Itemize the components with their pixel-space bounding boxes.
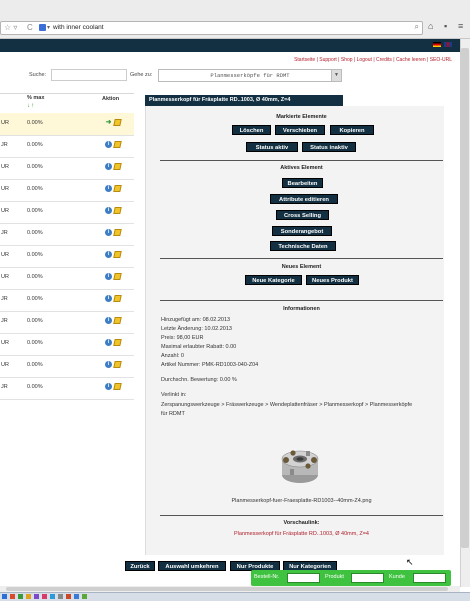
customer-label: Kunde [389, 574, 405, 580]
google-search-icon [39, 24, 46, 31]
link-logout[interactable]: Logout [356, 57, 372, 63]
app-icon[interactable] [42, 594, 47, 599]
dropdown-arrow-icon: ▾ [47, 25, 51, 31]
table-row[interactable] [0, 157, 134, 180]
vertical-scrollbar-thumb[interactable] [461, 48, 469, 548]
table-row[interactable] [0, 245, 134, 268]
row-currency: JR [1, 296, 8, 302]
marked-elements-title: Markierte Elemente [276, 114, 327, 120]
table-row[interactable] [0, 311, 134, 334]
row-pct-max: 0.00% [27, 362, 43, 368]
technical-data-button[interactable]: Technische Daten [270, 241, 336, 251]
new-product-button[interactable]: Neues Produkt [306, 275, 359, 285]
status-active-button[interactable]: Status aktiv [246, 142, 298, 152]
info-category-path: Zerspanungswerkzeuge > Fräswerkzeuge > Wendeplattenfräser > Planmesserkopf > Planmesserköpfe [161, 402, 413, 408]
chevron-down-icon: ▼ [331, 70, 341, 81]
edit-pencil-icon[interactable] [113, 383, 121, 390]
row-currency: UR [1, 252, 9, 258]
info-rating: Durchschn. Bewertung: 0.00 % [161, 377, 237, 383]
invert-selection-button[interactable]: Auswahl umkehren [158, 561, 226, 571]
link-shop[interactable]: Shop [340, 57, 353, 63]
product-input[interactable] [351, 573, 384, 583]
info-icon[interactable]: i [105, 295, 112, 302]
address-bar[interactable] [0, 21, 423, 35]
row-pct-max: 0.00% [27, 230, 43, 236]
new-element-title: Neues Element [281, 264, 322, 270]
info-icon[interactable]: i [105, 251, 112, 258]
row-pct-max: 0.00% [27, 142, 43, 148]
image-filename: Planmesserkopf-fuer-Fraesplatte-RD1003--40mm-Z4.png [231, 498, 372, 504]
link-startseite[interactable]: Startseite [294, 57, 316, 63]
cross-selling-button[interactable]: Cross Selling [276, 210, 329, 220]
row-pct-max: 0.00% [27, 384, 43, 390]
info-icon[interactable]: i [105, 141, 112, 148]
table-row[interactable] [0, 135, 134, 158]
only-categories-button[interactable]: Nur Kategorien [283, 561, 337, 571]
search-label: Suche: [29, 72, 47, 78]
column-header-action: Aktion [102, 96, 120, 102]
info-icon[interactable]: i [105, 185, 112, 192]
row-pct-max: 0.00% [27, 164, 43, 170]
info-article-number: Artikel Nummer: PMK-RD1003-040-Z04 [161, 362, 259, 368]
info-price: Preis: 98,00 EUR [161, 335, 204, 341]
edit-pencil-icon[interactable] [113, 273, 121, 280]
face-mill-icon [278, 443, 322, 485]
edit-pencil-icon[interactable] [113, 229, 121, 236]
row-currency: JR [1, 230, 8, 236]
link-support[interactable]: Support [319, 57, 337, 63]
info-icon[interactable]: i [105, 339, 112, 346]
quick-search-bar [251, 570, 451, 586]
delete-button[interactable]: Löschen [232, 125, 271, 135]
edit-pencil-icon[interactable] [113, 361, 121, 368]
table-row[interactable] [0, 179, 134, 202]
table-row[interactable] [0, 223, 134, 246]
edit-pencil-icon[interactable] [113, 295, 121, 302]
information-title: Informationen [283, 306, 320, 312]
attributes-edit-button[interactable]: Attribute editieren [270, 194, 338, 204]
divider [160, 300, 443, 301]
app-icon[interactable] [74, 594, 79, 599]
info-icon[interactable]: i [105, 383, 112, 390]
menu-icon[interactable]: ≡ [458, 21, 464, 31]
info-quantity: Anzahl: 0 [161, 353, 184, 359]
german-flag-icon[interactable] [433, 42, 441, 47]
sort-arrows-icon[interactable]: ↓↑ [27, 103, 35, 109]
link-credits[interactable]: Credits [376, 57, 392, 63]
bookmarks-icon[interactable]: ▪ [444, 21, 448, 31]
link-cache-leeren[interactable]: Cache leeren [395, 57, 426, 63]
goto-label: Gehe zu: [130, 72, 153, 78]
table-row[interactable] [0, 333, 134, 356]
edit-pencil-icon[interactable] [113, 339, 121, 346]
language-flags [432, 42, 452, 48]
goto-selected-value: Planmesserköpfe für RDMT [210, 72, 290, 79]
row-pct-max: 0.00% [27, 186, 43, 192]
special-offer-button[interactable]: Sonderangebot [272, 226, 332, 236]
search-input[interactable] [51, 69, 127, 81]
status-inactive-button[interactable]: Status inaktiv [302, 142, 356, 152]
back-button[interactable]: Zurück [125, 561, 155, 571]
customer-input[interactable] [413, 573, 446, 583]
table-header-divider [0, 93, 134, 94]
info-icon[interactable]: i [105, 207, 112, 214]
admin-header-bar [0, 39, 470, 52]
info-added-date: Hinzugefügt am: 08.02.2013 [161, 317, 231, 323]
info-category-path-cont: für RDMT [161, 411, 185, 417]
search-icon[interactable]: ⌕ [414, 22, 419, 31]
table-row[interactable] [0, 113, 134, 136]
app-icon[interactable] [66, 594, 71, 599]
row-pct-max: 0.00% [27, 274, 43, 280]
info-icon[interactable]: i [105, 273, 112, 280]
row-currency: JR [1, 318, 8, 324]
horizontal-scrollbar-thumb[interactable] [6, 587, 448, 591]
table-row[interactable] [0, 377, 134, 400]
row-currency: UR [1, 164, 9, 170]
product-label: Produkt [325, 574, 344, 580]
link-seo-url[interactable]: SEO-URL [429, 57, 452, 63]
divider [160, 515, 443, 516]
reload-icon[interactable]: C [27, 23, 33, 32]
home-icon[interactable]: ⌂ [428, 21, 434, 31]
row-pct-max: 0.00% [27, 252, 43, 258]
edit-pencil-icon[interactable] [113, 141, 121, 148]
product-image [278, 443, 322, 485]
copy-button[interactable]: Kopieren [330, 125, 374, 135]
move-button[interactable]: Verschieben [275, 125, 325, 135]
app-icon[interactable] [50, 594, 55, 599]
row-pct-max: 0.00% [27, 208, 43, 214]
address-text[interactable]: with inner coolant [53, 24, 104, 31]
edit-pencil-icon[interactable] [113, 119, 121, 126]
english-flag-icon[interactable] [444, 42, 452, 47]
row-pct-max: 0.00% [27, 340, 43, 346]
app-icon[interactable] [10, 594, 15, 599]
info-icon[interactable]: i [105, 229, 112, 236]
app-icon[interactable] [26, 594, 31, 599]
info-icon[interactable]: i [105, 317, 112, 324]
bookmark-star-icon[interactable]: ☆ ▿ [4, 23, 18, 32]
table-row[interactable] [0, 201, 134, 224]
only-products-button[interactable]: Nur Produkte [230, 561, 280, 571]
app-icon[interactable] [18, 594, 23, 599]
preview-link-title: Vorschaulink: [283, 520, 320, 526]
arrow-right-icon[interactable]: ➜ [105, 119, 112, 126]
row-currency: JR [1, 142, 8, 148]
edit-pencil-icon[interactable] [113, 163, 121, 170]
row-currency: UR [1, 274, 9, 280]
order-number-label: Bestell-Nr. [254, 574, 280, 580]
app-icon[interactable] [82, 594, 87, 599]
row-currency: UR [1, 120, 9, 126]
new-category-button[interactable]: Neue Kategorie [245, 275, 302, 285]
edit-pencil-icon[interactable] [113, 251, 121, 258]
start-icon[interactable] [2, 594, 7, 599]
table-row[interactable] [0, 267, 134, 290]
info-max-discount: Maximal erlaubter Rabatt: 0.00 [161, 344, 237, 350]
goto-category-select[interactable] [158, 69, 342, 82]
info-icon[interactable]: i [105, 163, 112, 170]
mouse-cursor-icon: ↖ [406, 557, 414, 567]
app-icon[interactable] [34, 594, 39, 599]
row-currency: UR [1, 362, 9, 368]
info-icon[interactable]: i [105, 361, 112, 368]
info-last-changed: Letzte Änderung: 10.02.2013 [161, 326, 232, 332]
row-pct-max: 0.00% [27, 318, 43, 324]
column-header-pct-max[interactable]: % max [27, 95, 45, 101]
info-linked-label: Verlinkt in: [161, 392, 187, 398]
panel-title: Planmesserkopf für Fräsplatte RD..1003, Ø 40mm, Z=4 [145, 95, 343, 106]
preview-link[interactable]: Planmesserkopf für Fräsplatte RD..1003, Ø 40mm, Z=4 [234, 531, 369, 537]
row-pct-max: 0.00% [27, 120, 43, 126]
table-row[interactable] [0, 289, 134, 312]
edit-pencil-icon[interactable] [113, 207, 121, 214]
table-row[interactable] [0, 355, 134, 378]
top-links: Startseite | Support | Shop | Logout | Credits | Cache leeren | SEO-URL [294, 57, 452, 63]
order-number-input[interactable] [287, 573, 320, 583]
divider [160, 160, 443, 161]
edit-pencil-icon[interactable] [113, 185, 121, 192]
row-pct-max: 0.00% [27, 296, 43, 302]
app-icon[interactable] [58, 594, 63, 599]
row-currency: JR [1, 384, 8, 390]
row-currency: UR [1, 208, 9, 214]
divider [160, 258, 443, 259]
row-currency: UR [1, 340, 9, 346]
browser-chrome [0, 0, 470, 39]
row-currency: UR [1, 186, 9, 192]
edit-pencil-icon[interactable] [113, 317, 121, 324]
edit-button[interactable]: Bearbeiten [282, 178, 323, 188]
active-element-title: Aktives Element [280, 165, 323, 171]
